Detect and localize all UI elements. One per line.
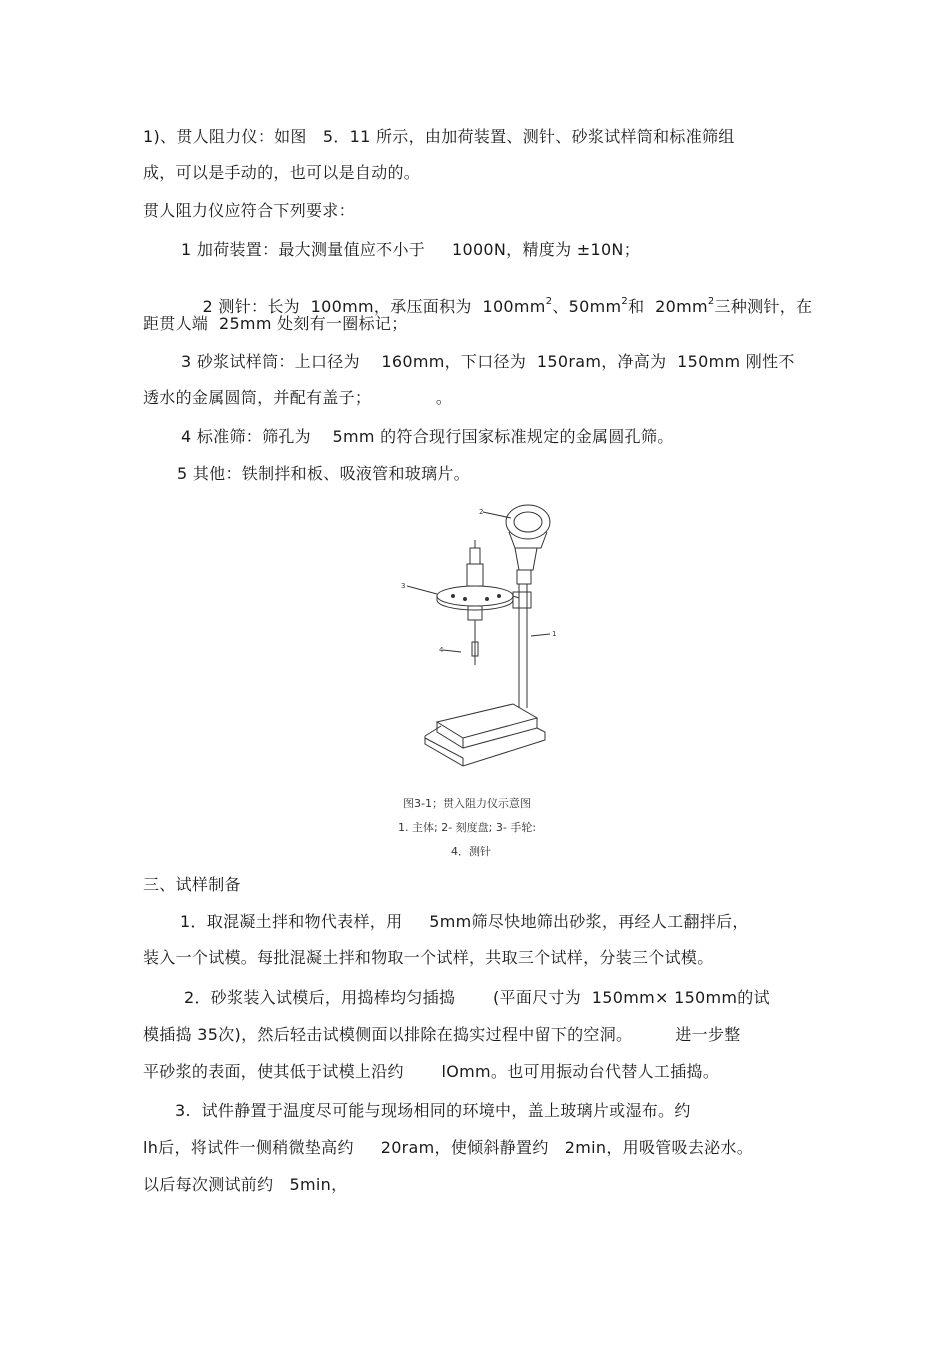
section-heading: 三、试样制备 bbox=[143, 875, 241, 894]
dial-outer bbox=[506, 505, 550, 539]
prep-step1-line1: 1．取混凝土拌和物代表样，用 5mm筛尽快地筛出砂浆，再经人工翻拌后， bbox=[180, 912, 749, 931]
prep-step2-line2: 模插捣 35次)，然后轻击试模侧面以排除在捣实过程中留下的空洞。 进一步整 bbox=[143, 1025, 741, 1044]
superscript-2-a: 2 bbox=[545, 296, 553, 307]
item-needle-text-b: 、50mm bbox=[552, 297, 622, 316]
para1-line1: 1)、贯人阻力仪：如图 5．11 所示，由加荷装置、测针、砂浆试样筒和标准筛组 bbox=[143, 127, 735, 146]
item-needle-text-c: 和 20mm bbox=[628, 297, 708, 316]
item-others: 5 其他：铁制拌和板、吸液管和玻璃片。 bbox=[177, 464, 470, 483]
item-standard-sieve: 4 标准筛：筛孔为 5mm 的符合现行国家标准规定的金属圆孔筛。 bbox=[181, 427, 674, 446]
item-mortar-cylinder-line2: 透水的金属圆筒，并配有盖子； 。 bbox=[143, 388, 453, 407]
prep-step1-line2: 装入一个试模。每批混凝土拌和物取一个试样，共取三个试样，分装三个试模。 bbox=[143, 948, 714, 967]
dial-inner bbox=[514, 512, 542, 532]
figure-label-2: 2 bbox=[479, 508, 484, 516]
prep-step2-line3: 平砂浆的表面，使其低于试模上沿约 lOmm。也可用振动台代替人工插捣。 bbox=[143, 1062, 720, 1081]
figure-caption-legend2: 4．测针 bbox=[451, 845, 491, 858]
item-needle-line2: 距贯人端 25mm 处刻有一圈标记； bbox=[143, 314, 408, 333]
figure-label-3: 3 bbox=[401, 582, 406, 590]
item-needle-text-d: 三种测针，在 bbox=[714, 297, 813, 316]
prep-step2-line1: 2．砂浆装入试模后，用捣棒均匀插捣 (平面尺寸为 150mm× 150mm的试 bbox=[184, 988, 770, 1007]
prep-step3-line1: 3. 试件静置于温度尽可能与现场相同的环境中，盖上玻璃片或湿布。约 bbox=[175, 1101, 691, 1120]
figure-label-1: 1 bbox=[552, 630, 557, 638]
prep-step3-line3: 以后每次测试前约 5min， bbox=[143, 1175, 348, 1194]
para1-line2: 成，可以是手动的，也可以是自动的。 bbox=[143, 163, 421, 182]
item-mortar-cylinder-line1: 3 砂浆试样筒：上口径为 160mm，下口径为 150ram，净高为 150mm 刚性不 bbox=[181, 352, 795, 371]
prep-step3-line2: lh后，将试件一侧稍微垫高约 20ram，使倾斜静置约 2min，用吸管吸去泌水。 bbox=[143, 1138, 754, 1157]
item-loading-device: 1 加荷装置：最大测量值应不小于 1000N，精度为 ±10N； bbox=[181, 240, 641, 259]
figure-caption-title: 图3-1；贯入阻力仪示意图 bbox=[403, 797, 531, 810]
superscript-2-c: 2 bbox=[707, 296, 715, 307]
penetration-resistance-apparatus-figure bbox=[395, 500, 565, 790]
requirements-intro: 贯人阻力仪应符合下列要求： bbox=[143, 201, 355, 220]
figure-caption-legend1: 1. 主体; 2- 刻度盘; 3- 手轮: bbox=[398, 821, 537, 834]
figure-label-4: 4 bbox=[439, 646, 444, 654]
superscript-2-b: 2 bbox=[621, 296, 629, 307]
item-needle-text-a: 2 测针：长为 100mm，承压面积为 100mm bbox=[202, 297, 546, 316]
